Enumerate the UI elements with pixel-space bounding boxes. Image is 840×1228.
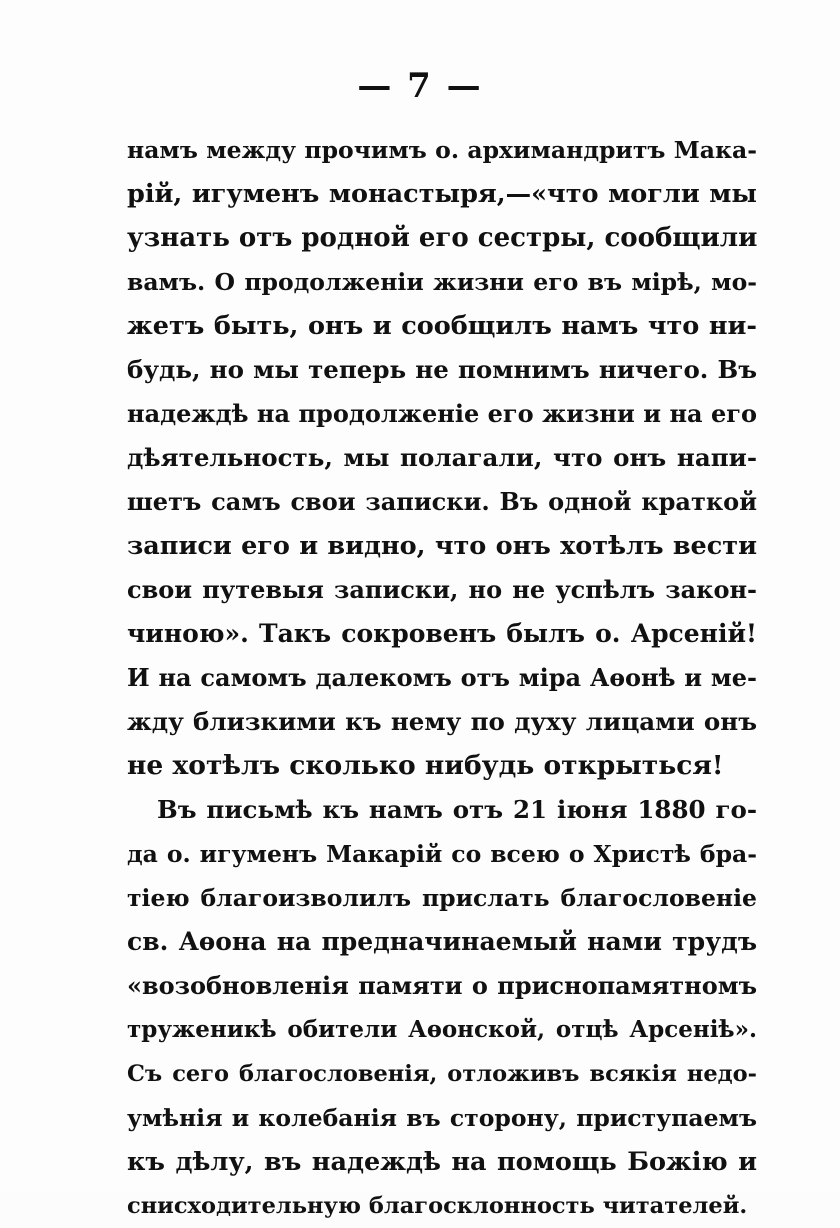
paragraph-first-line: Въ письмѣ къ намъ отъ 21 іюня 1880 го- [157, 795, 757, 824]
body-text [127, 128, 757, 1228]
text-line: умѣнія и колебанія въ сторону, приступаемъ [127, 1104, 757, 1132]
text-line: снисходительную благосклонность читателей. [127, 1193, 748, 1219]
text-line: чиною». Такъ сокровенъ былъ о. Арсеній! [127, 619, 757, 648]
text-line: св. Аѳона на предначинаемый нами трудъ [127, 927, 757, 956]
text-line: тіею благоизволилъ прислать благословеніе [127, 884, 757, 912]
text-line: намъ между прочимъ о. архимандритъ Мака- [127, 136, 757, 164]
text-line: будь, но мы теперь не помнимъ ничего. Въ [127, 355, 757, 384]
text-line: «возобновленія памяти о приснопамятномъ [127, 971, 757, 1000]
text-line: да о. игуменъ Макарій со всею о Христѣ бра- [127, 840, 757, 868]
text-line: дѣятельность, мы полагали, что онъ напи- [127, 443, 757, 472]
text-line: шетъ самъ свои записки. Въ одной краткой [127, 487, 757, 516]
text-line: Съ сего благословенія, отложивъ всякія недо- [127, 1061, 757, 1087]
text-line: жду близкими къ нему по духу лицами онъ [127, 707, 757, 736]
text-line: надеждѣ на продолженіе его жизни и на его [127, 399, 757, 428]
text-line: узнать отъ родной его сестры, сообщили [127, 223, 757, 253]
text-line: вамъ. О продолженіи жизни его въ мірѣ, мо- [127, 268, 757, 296]
text-line: свои путевыя записки, но не успѣлъ закон- [127, 575, 757, 604]
text-line: записи его и видно, что онъ хотѣлъ вести [127, 531, 757, 561]
page-number: — 7 — [357, 66, 483, 106]
text-line: жетъ быть, онъ и сообщилъ намъ что ни- [127, 311, 757, 341]
text-line: труженикѣ обители Аѳонской, отцѣ Арсеніѣ». [127, 1016, 757, 1043]
text-line: къ дѣлу, въ надеждѣ на помощь Божію и [127, 1147, 757, 1177]
text-line: не хотѣлъ сколько нибудь открыться! [127, 750, 724, 781]
text-line: И на самомъ далекомъ отъ міра Аѳонѣ и ме- [127, 663, 757, 692]
text-line: рій, игуменъ монастыря,—«что могли мы [127, 179, 757, 209]
